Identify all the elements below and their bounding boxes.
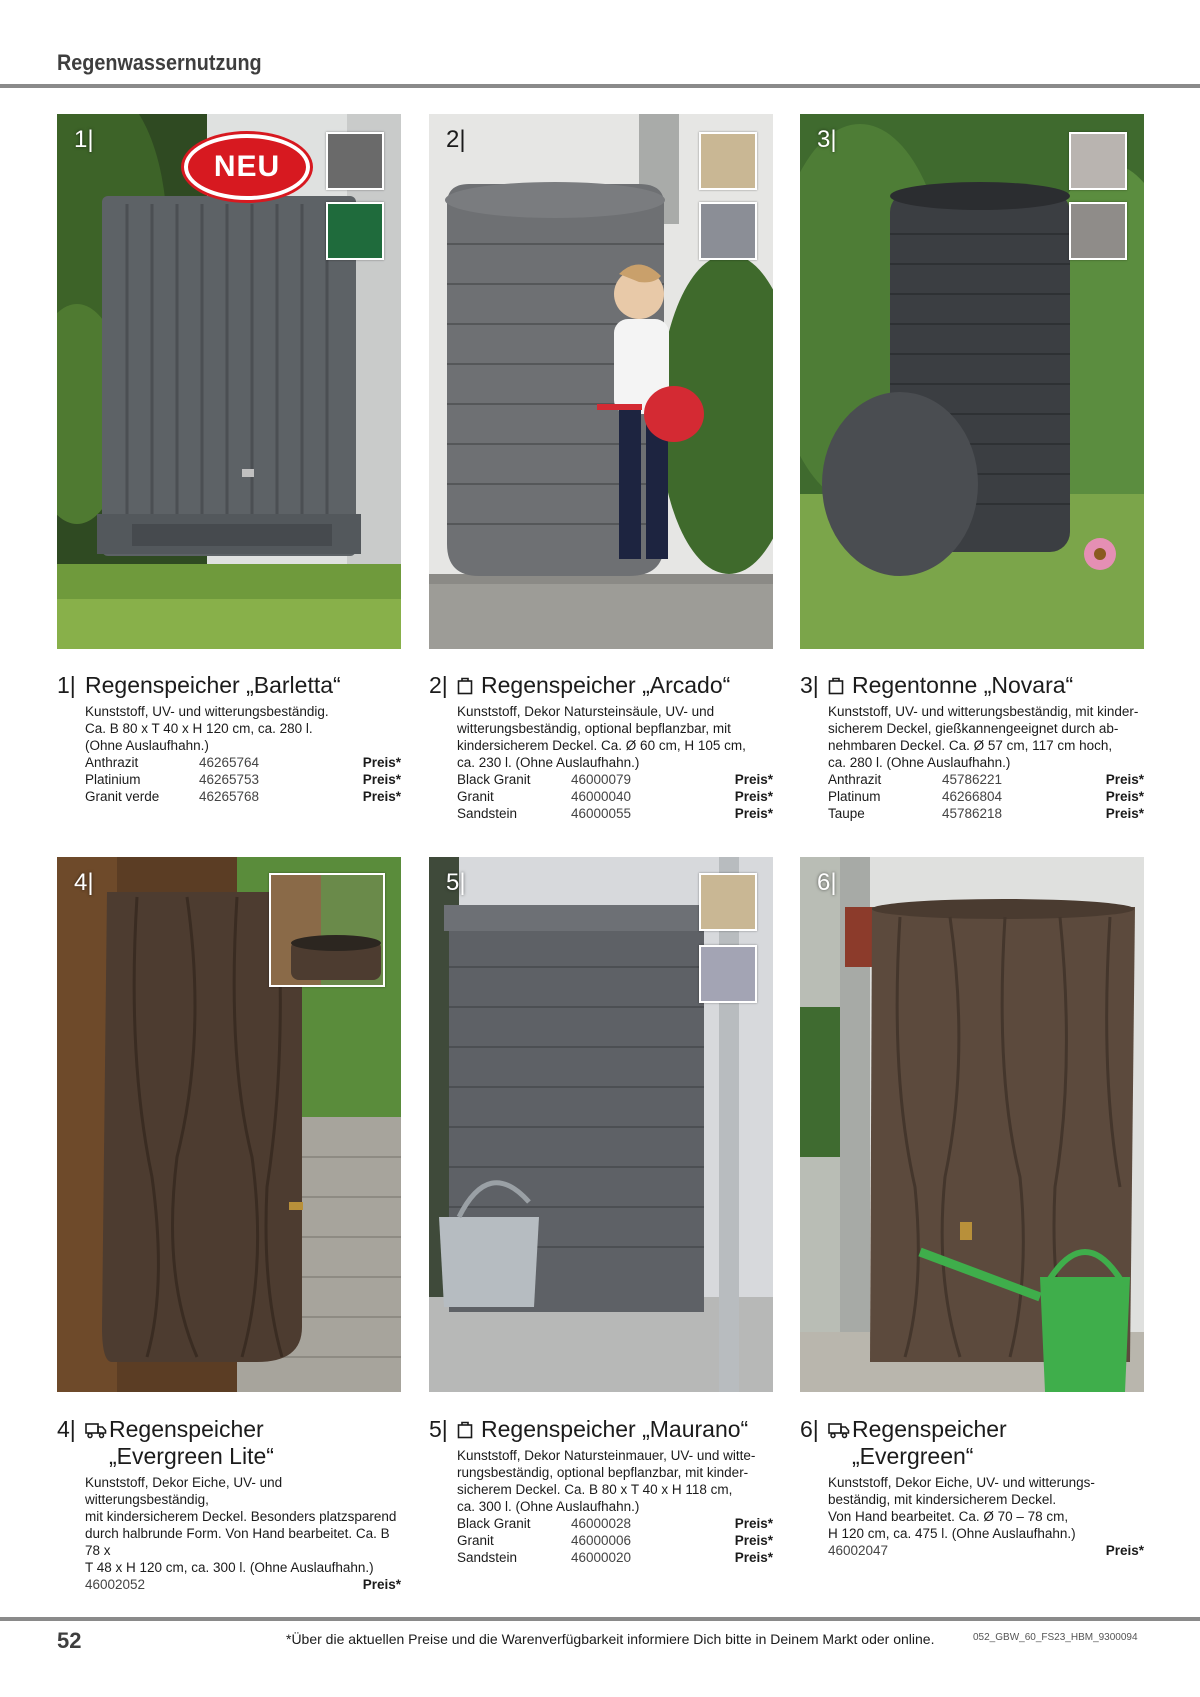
photo-number: 5| xyxy=(446,869,466,896)
product-number: 1| xyxy=(57,672,76,698)
price-label: Preis* xyxy=(734,1516,773,1531)
price-label: Preis* xyxy=(734,772,773,787)
price-footnote: *Über die aktuellen Preise und die Warenverfügbarkeit informiere Dich bitte in Deinem Markt oder online. xyxy=(286,1631,935,1647)
product-photo-evergreen xyxy=(800,857,1144,1392)
article-number: 46265764 xyxy=(199,755,260,770)
article-number: 46002047 xyxy=(828,1543,889,1558)
product-number: 6| xyxy=(800,1416,819,1442)
variant-row xyxy=(457,1515,773,1532)
product-number: 5| xyxy=(429,1416,448,1442)
product-title: Regenspeicher „Evergreen“ xyxy=(852,1416,1007,1469)
product-photo-barletta xyxy=(57,114,401,649)
header-divider xyxy=(0,84,1200,88)
photo-number: 4| xyxy=(74,869,94,896)
photo-number: 3| xyxy=(817,126,837,153)
price-label: Preis* xyxy=(734,1550,773,1565)
price-label: Preis* xyxy=(1105,806,1144,821)
variant-row xyxy=(85,788,401,805)
product-description: Kunststoff, Dekor Natursteinmauer, UV- und witte- rungsbeständig, optional bepflanzbar, mit kinder- sicherem Deckel. Ca. B 80 x T 40 x H 118 cm, ca. 300 l. (Ohne Auslaufhahn.) xyxy=(457,1448,756,1514)
section-title: Regenwassernutzung xyxy=(57,50,262,75)
variant-name: Anthrazit xyxy=(828,772,882,787)
article-number: 45786218 xyxy=(942,806,1003,821)
product-evergreen-lite xyxy=(57,1416,401,1593)
product-description: Kunststoff, Dekor Natursteinsäule, UV- und witterungsbeständig, optional bepflanzbar, mit kindersicherem Deckel. Ca. Ø 60 cm, H 105 cm, ca. 230 l. (Ohne Auslaufhahn.) xyxy=(457,704,746,770)
article-number: 45786221 xyxy=(942,772,1003,787)
price-label: Preis* xyxy=(734,789,773,804)
article-number: 46265768 xyxy=(199,789,260,804)
variant-name: Anthrazit xyxy=(85,755,139,770)
product-photo-arcado xyxy=(429,114,773,649)
variant-row xyxy=(457,805,773,822)
product-number: 3| xyxy=(800,672,819,698)
product-photo-maurano xyxy=(429,857,773,1392)
price-label: Preis* xyxy=(1105,789,1144,804)
variant-name: Sandstein xyxy=(457,1550,518,1565)
article-number: 46000006 xyxy=(571,1533,632,1548)
detail-inset-photo xyxy=(269,873,385,987)
price-label: Preis* xyxy=(1105,1543,1144,1558)
price-label: Preis* xyxy=(362,755,401,770)
product-number: 2| xyxy=(429,672,448,698)
variant-name: Platinum xyxy=(828,789,881,804)
color-swatch-sandstein xyxy=(699,873,757,931)
page-number: 52 xyxy=(57,1628,82,1653)
article-number: 46002052 xyxy=(85,1577,146,1592)
variant-row xyxy=(85,754,401,771)
photo-number: 2| xyxy=(446,126,466,153)
variant-row xyxy=(828,788,1144,805)
variant-row xyxy=(457,788,773,805)
price-label: Preis* xyxy=(734,1533,773,1548)
variant-name: Granit verde xyxy=(85,789,160,804)
variant-name: Platinium xyxy=(85,772,141,787)
photo-number: 6| xyxy=(817,869,837,896)
price-label: Preis* xyxy=(1105,772,1144,787)
variant-row xyxy=(828,1542,1144,1559)
article-number: 46265753 xyxy=(199,772,260,787)
variant-row xyxy=(828,805,1144,822)
variant-name: Black Granit xyxy=(457,1516,531,1531)
article-number: 46000020 xyxy=(571,1550,632,1565)
product-barletta xyxy=(57,672,401,805)
color-swatch-platinum xyxy=(1069,132,1127,190)
article-number: 46000055 xyxy=(571,806,632,821)
color-swatch-taupe xyxy=(1069,202,1127,260)
neu-badge: NEU xyxy=(184,134,310,200)
product-arcado xyxy=(429,672,773,822)
product-title: Regentonne „Novara“ xyxy=(852,672,1074,698)
product-title: Regenspeicher „Arcado“ xyxy=(481,672,731,698)
document-code: 052_GBW_60_FS23_HBM_9300094 xyxy=(973,1632,1138,1643)
product-title: Regenspeicher „Evergreen Lite“ xyxy=(109,1416,274,1469)
variant-name: Sandstein xyxy=(457,806,518,821)
article-number: 46000028 xyxy=(571,1516,632,1531)
color-swatch-anthrazit xyxy=(326,132,384,190)
color-swatch-granit-verde xyxy=(326,202,384,260)
package-icon xyxy=(457,1416,481,1443)
variant-row xyxy=(85,771,401,788)
package-icon xyxy=(828,672,852,699)
color-swatch-sandstein xyxy=(699,132,757,190)
photo-number: 1| xyxy=(74,126,94,153)
variant-row xyxy=(828,771,1144,788)
variant-name: Taupe xyxy=(828,806,865,821)
product-title: Regenspeicher „Maurano“ xyxy=(481,1416,749,1442)
variant-row xyxy=(457,1549,773,1566)
color-swatch-granit xyxy=(699,945,757,1003)
product-description: Kunststoff, UV- und witterungsbeständig, mit kinder- sicherem Deckel, gießkannengeeignet durch ab- nehmbaren Deckel. Ca. Ø 57 cm, 117 cm hoch, ca. 280 l. (Ohne Auslaufhahn.) xyxy=(828,704,1139,770)
delivery-truck-icon xyxy=(85,1416,109,1443)
price-label: Preis* xyxy=(734,806,773,821)
article-number: 46000079 xyxy=(571,772,632,787)
product-evergreen xyxy=(800,1416,1144,1559)
article-number: 46266804 xyxy=(942,789,1003,804)
variant-row xyxy=(457,1532,773,1549)
price-label: Preis* xyxy=(362,772,401,787)
color-swatch-granit xyxy=(699,202,757,260)
product-number: 4| xyxy=(57,1416,76,1442)
variant-row xyxy=(457,771,773,788)
price-label: Preis* xyxy=(362,1577,401,1592)
package-icon xyxy=(457,672,481,699)
product-description: Kunststoff, Dekor Eiche, UV- und witterungs- beständig, mit kindersicherem Deckel. Von Hand bearbeitet. Ca. Ø 70 – 78 cm, H 120 cm, ca. 475 l. (Ohne Auslaufhahn.) xyxy=(828,1475,1095,1541)
product-description: Kunststoff, Dekor Eiche, UV- und witterungsbeständig, mit kindersicherem Deckel. Besonders platzsparend durch halbrunde Form. Von Hand bearbeitet. Ca. B 78 x T 48 x H 120 cm, ca. 300 l. (Ohne Auslaufhahn.) xyxy=(85,1475,397,1575)
variant-row xyxy=(85,1576,401,1593)
footer-divider xyxy=(0,1617,1200,1621)
product-title: Regenspeicher „Barletta“ xyxy=(85,672,341,698)
product-description: Kunststoff, UV- und witterungsbeständig. Ca. B 80 x T 40 x H 120 cm, ca. 280 l. (Ohne Auslaufhahn.) xyxy=(85,704,329,753)
product-novara xyxy=(800,672,1144,822)
article-number: 46000040 xyxy=(571,789,632,804)
product-maurano xyxy=(429,1416,773,1566)
variant-name: Granit xyxy=(457,789,494,804)
product-photo-evergreen-lite xyxy=(57,857,401,1392)
variant-name: Black Granit xyxy=(457,772,531,787)
delivery-truck-icon xyxy=(828,1416,852,1443)
variant-name: Granit xyxy=(457,1533,494,1548)
product-photo-novara xyxy=(800,114,1144,649)
price-label: Preis* xyxy=(362,789,401,804)
